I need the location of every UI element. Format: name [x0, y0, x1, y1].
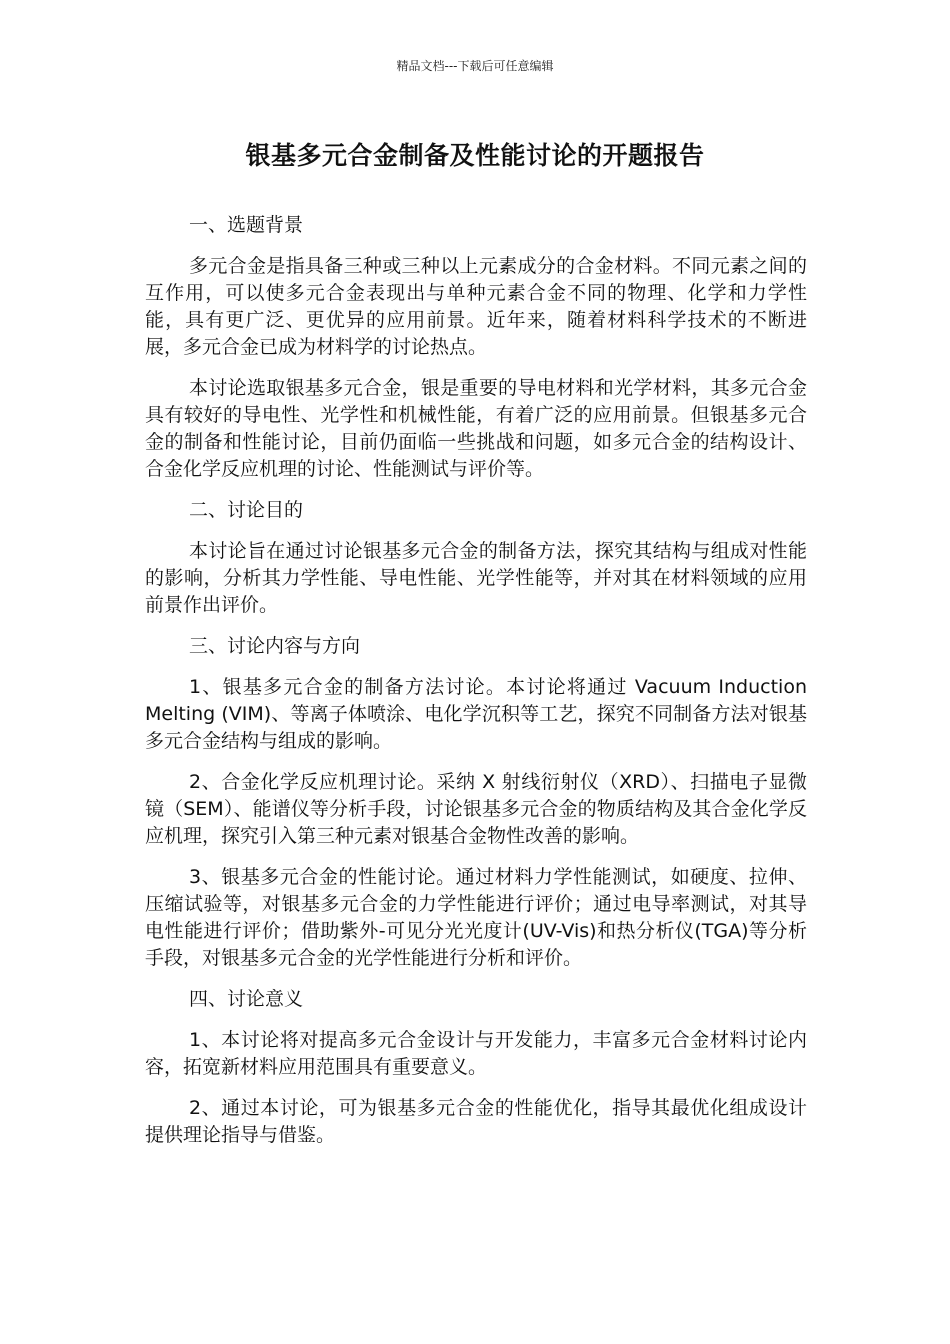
list-item: 3、银基多元合金的性能讨论。通过材料力学性能测试，如硬度、拉伸、压缩试验等，对银基多元合金的力学性能进行评价；通过电导率测试，对其导电性能进行评价；借助紫外-可见分光光度计(UV-Vis)和热分析仪(TGA)等分析手段，对银基多元合金的光学性能进行分析和评价。: [145, 866, 807, 969]
list-item: 1、银基多元合金的制备方法讨论。本讨论将通过 Vacuum Induction Melting (VIM)、等离子体喷涂、电化学沉积等工艺，探究不同制备方法对银基多元合金结构与组成的影响。: [145, 676, 807, 752]
paragraph: 本讨论旨在通过讨论银基多元合金的制备方法，探究其结构与组成对性能的影响，分析其力学性能、导电性能、光学性能等，并对其在材料领域的应用前景作出评价。: [145, 540, 807, 616]
paragraph: 多元合金是指具备三种或三种以上元素成分的合金材料。不同元素之间的互作用，可以使多元合金表现出与单种元素合金不同的物理、化学和力学性能，具有更广泛、更优异的应用前景。近年来，随着材料科学技术的不断进展，多元合金已成为材料学的讨论热点。: [145, 255, 807, 358]
section-heading-purpose: 二、讨论目的: [189, 499, 304, 521]
document-body: [145, 212, 807, 1163]
section-heading-background: 一、选题背景: [189, 214, 304, 236]
section-heading-content: 三、讨论内容与方向: [189, 635, 361, 657]
document-title: 银基多元合金制备及性能讨论的开题报告: [245, 141, 705, 170]
list-item: 1、本讨论将对提高多元合金设计与开发能力，丰富多元合金材料讨论内容，拓宽新材料应用范围具有重要意义。: [145, 1029, 807, 1078]
section-heading-significance: 四、讨论意义: [189, 988, 304, 1010]
list-item: 2、通过本讨论，可为银基多元合金的性能优化，指导其最优化组成设计提供理论指导与借鉴。: [145, 1097, 807, 1146]
paragraph: 本讨论选取银基多元合金，银是重要的导电材料和光学材料，其多元合金具有较好的导电性、光学性和机械性能，有着广泛的应用前景。但银基多元合金的制备和性能讨论，目前仍面临一些挑战和问题，如多元合金的结构设计、合金化学反应机理的讨论、性能测试与评价等。: [145, 377, 807, 480]
page-header: 精品文档---下载后可任意编辑: [396, 59, 554, 73]
list-item: 2、合金化学反应机理讨论。采纳 X 射线衍射仪（XRD）、扫描电子显微镜（SEM）、能谱仪等分析手段，讨论银基多元合金的物质结构及其合金化学反应机理，探究引入第三种元素对银基合金物性改善的影响。: [145, 771, 807, 847]
